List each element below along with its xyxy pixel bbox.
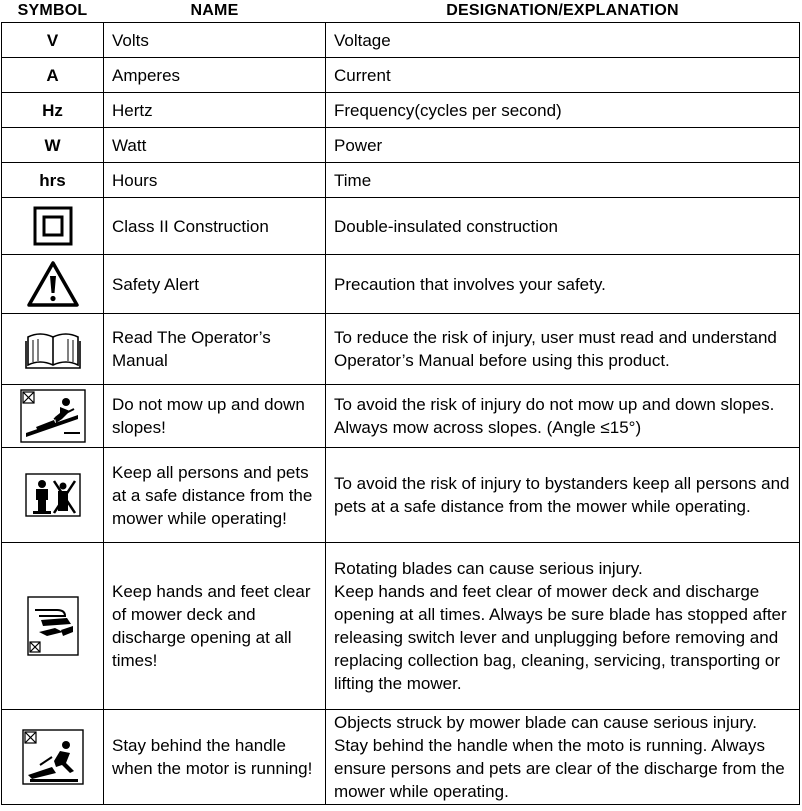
symbol-cell — [2, 255, 104, 314]
name-cell: Amperes — [104, 58, 326, 93]
explanation-line: Keep hands and feet clear of mower deck and discharge opening at all times. Always be sure blade has stopped after releasing switch lever and unplugging before removing and replacing collection bag, cleaning, servicing, transporting or lifting the mower. — [334, 582, 787, 693]
explanation-cell: Precaution that involves your safety. — [326, 255, 800, 314]
header-row — [2, 0, 800, 23]
symbol-cell: W — [2, 128, 104, 163]
table-row — [2, 23, 800, 58]
class-ii-construction-icon — [33, 206, 73, 246]
symbol-cell — [2, 385, 104, 448]
table-row — [2, 93, 800, 128]
name-cell: Do not mow up and down slopes! — [104, 385, 326, 448]
explanation-cell: Power — [326, 128, 800, 163]
table-row — [2, 385, 800, 448]
symbol-cell — [2, 710, 104, 805]
symbol-cell — [2, 448, 104, 543]
name-cell: Hours — [104, 163, 326, 198]
keep-hands-feet-clear-icon — [27, 596, 79, 656]
explanation-cell: Objects struck by mower blade can cause serious injury. Stay behind the handle when the moto is running. Always ensure persons and pets are clear of the discharge from the mower while operating. — [326, 710, 800, 805]
explanation-cell: Double-insulated construction — [326, 198, 800, 255]
stay-behind-handle-icon — [22, 729, 84, 785]
explanation-cell: To avoid the risk of injury to bystanders keep all persons and pets at a safe distance from the mower while operating. — [326, 448, 800, 543]
name-cell: Watt — [104, 128, 326, 163]
explanation-cell: To avoid the risk of injury do not mow up and down slopes. Always mow across slopes. (Angle ≤15°) — [326, 385, 800, 448]
symbols-table — [1, 0, 800, 805]
table-row — [2, 255, 800, 314]
table-row — [2, 58, 800, 93]
explanation-cell: Time — [326, 163, 800, 198]
explanation-line: Rotating blades can cause serious injury. — [334, 559, 643, 578]
explanation-cell: Voltage — [326, 23, 800, 58]
name-cell: Hertz — [104, 93, 326, 128]
symbol-cell: V — [2, 23, 104, 58]
header-name: NAME — [190, 2, 239, 19]
symbol-cell: A — [2, 58, 104, 93]
symbol-cell: Hz — [2, 93, 104, 128]
keep-bystanders-away-icon — [25, 473, 81, 517]
symbol-cell — [2, 198, 104, 255]
symbol-cell — [2, 314, 104, 385]
name-cell: Safety Alert — [104, 255, 326, 314]
operators-manual-icon — [24, 329, 82, 369]
table-row — [2, 163, 800, 198]
explanation-cell: Current — [326, 58, 800, 93]
explanation-cell: To reduce the risk of injury, user must read and understand Operator’s Manual before using this product. — [326, 314, 800, 385]
explanation-cell — [326, 543, 800, 710]
safety-alert-icon — [26, 260, 80, 308]
table-row — [2, 543, 800, 710]
name-cell: Read The Operator’s Manual — [104, 314, 326, 385]
name-cell: Keep hands and feet clear of mower deck and discharge opening at all times! — [104, 543, 326, 710]
symbol-cell: hrs — [2, 163, 104, 198]
name-cell: Stay behind the handle when the motor is running! — [104, 710, 326, 805]
table-row — [2, 128, 800, 163]
name-cell: Volts — [104, 23, 326, 58]
table-row — [2, 448, 800, 543]
explanation-cell: Frequency(cycles per second) — [326, 93, 800, 128]
symbol-cell — [2, 543, 104, 710]
header-explanation: DESIGNATION/EXPLANATION — [446, 2, 679, 19]
header-symbol: SYMBOL — [17, 2, 88, 19]
table-row — [2, 710, 800, 805]
table-row — [2, 314, 800, 385]
name-cell: Class II Construction — [104, 198, 326, 255]
name-cell: Keep all persons and pets at a safe distance from the mower while operating! — [104, 448, 326, 543]
table-row — [2, 198, 800, 255]
no-mowing-slopes-icon — [20, 389, 86, 443]
